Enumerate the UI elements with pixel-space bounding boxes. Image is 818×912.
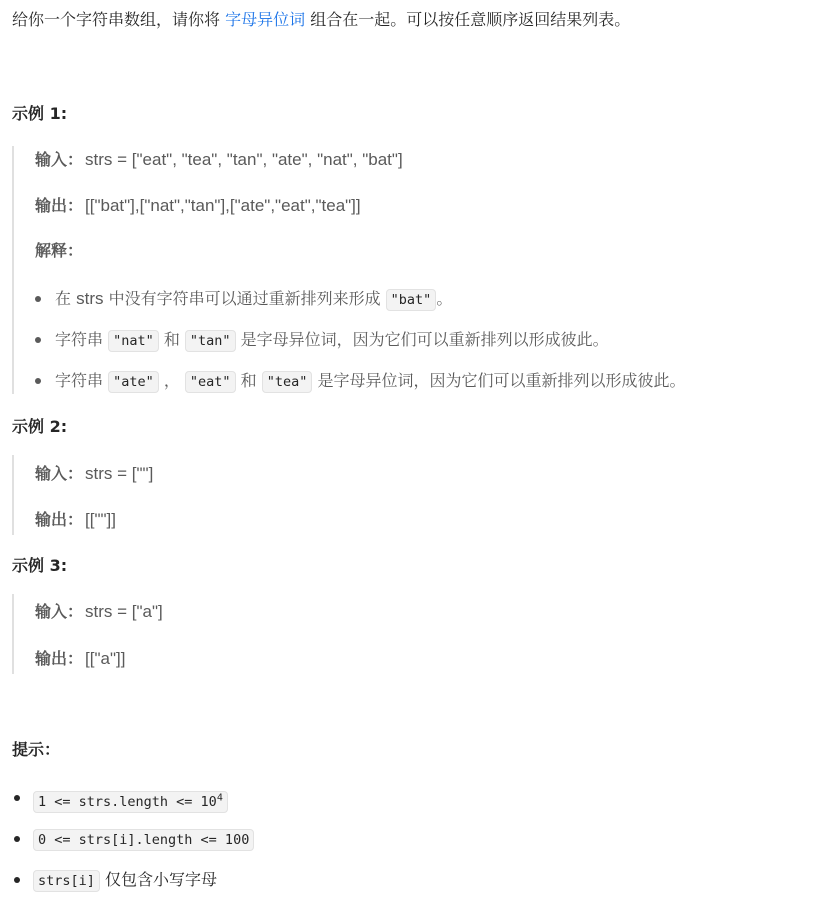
output-label: 输出： — [35, 510, 84, 529]
output-label: 输出： — [35, 649, 84, 668]
explain-bullet-1: 在 strs 中没有字符串可以通过重新排列来形成 "bat" 。 — [55, 287, 452, 312]
example-2-input — [35, 463, 153, 485]
inline-code: "eat" — [185, 371, 236, 393]
example-1-explain-label: 解释： — [35, 241, 84, 260]
example-2-quote-bar — [12, 455, 14, 535]
input-label: 输入： — [35, 602, 84, 621]
example-3-heading: 示例 3: — [12, 556, 68, 575]
bullet-dot — [14, 836, 20, 842]
example-3-input — [35, 601, 163, 623]
example-1-heading: 示例 1: — [12, 104, 68, 123]
intro-text: 给你一个字符串数组，请你将 — [12, 10, 226, 29]
example-1-input — [35, 149, 403, 171]
example-3-quote-bar — [12, 594, 14, 674]
input-value: strs = [""] — [85, 464, 154, 483]
inline-code: strs[i] — [33, 870, 100, 892]
tip-text: 仅包含小写字母 — [99, 870, 217, 889]
input-label: 输入： — [35, 150, 84, 169]
problem-description — [12, 8, 630, 32]
bullet-dot — [14, 795, 20, 801]
intro-text-end: 组合在一起。可以按任意顺序返回结果列表。 — [305, 10, 631, 29]
inline-code: 1 <= strs.length <= $10^4$ — [33, 791, 228, 813]
input-label: 输入： — [35, 464, 84, 483]
bullet-dot — [35, 296, 41, 302]
tip-item-2 — [33, 827, 254, 852]
input-value: strs = ["a"] — [85, 602, 163, 621]
output-label: 输出： — [35, 196, 84, 215]
explain-bullet-3: 字符串 "ate" ， "eat" 和 "tea" 是字母异位词，因为它们可以重新排列以形成彼此。 — [55, 369, 685, 394]
output-value: [[""]] — [85, 510, 116, 529]
example-2-output — [35, 509, 116, 531]
bullet-dot — [35, 378, 41, 384]
inline-code: "nat" — [108, 330, 159, 352]
input-value: strs = ["eat", "tea", "tan", "ate", "nat", "bat"] — [85, 150, 403, 169]
inline-code: "tea" — [262, 371, 313, 393]
anagram-link[interactable]: 字母异位词 — [225, 10, 306, 29]
bullet-dot — [14, 877, 20, 883]
bullet-dot — [35, 337, 41, 343]
inline-code: "tan" — [185, 330, 236, 352]
tip-item-1 — [33, 786, 228, 814]
example-2-heading: 示例 2: — [12, 417, 68, 436]
example-1-quote-bar — [12, 146, 14, 394]
explain-bullet-2: 字符串 "nat" 和 "tan" 是字母异位词，因为它们可以重新排列以形成彼此。 — [55, 328, 609, 353]
inline-code: 0 <= strs[i].length <= 100 — [33, 829, 254, 851]
inline-code: "bat" — [386, 289, 437, 311]
example-3-output — [35, 648, 125, 670]
output-value: [["a"]] — [85, 649, 126, 668]
tip-item-3 — [33, 868, 217, 893]
tips-heading: 提示： — [12, 740, 61, 759]
example-1-output — [35, 195, 361, 217]
inline-code: "ate" — [108, 371, 159, 393]
output-value: [["bat"],["nat","tan"],["ate","eat","tea"]] — [85, 196, 361, 215]
